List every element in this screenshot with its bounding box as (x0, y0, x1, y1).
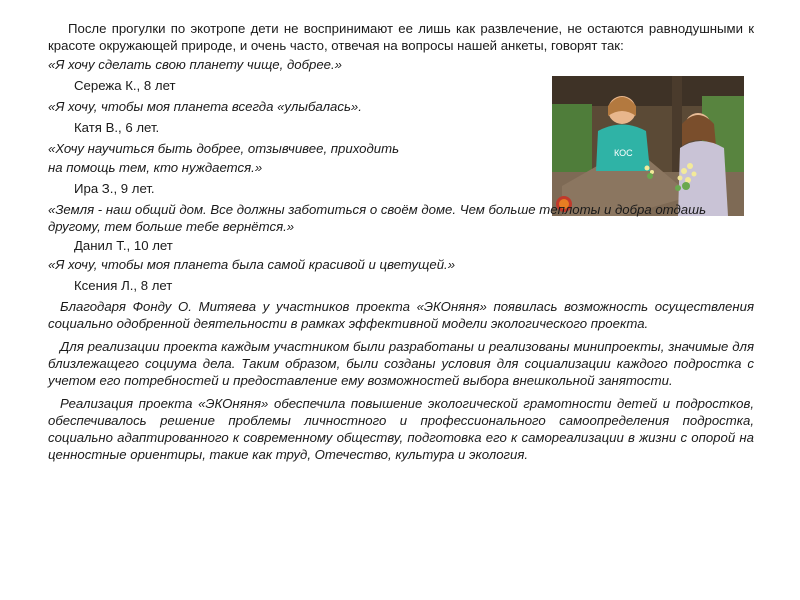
quote-3-continued: на помощь тем, кто нуждается.» (48, 160, 263, 175)
quote-4-author: Данил Т., 10 лет (74, 238, 173, 253)
quote-1-author: Сережа К., 8 лет (74, 78, 176, 93)
shirt-text: КОС (614, 148, 633, 158)
quote-1: «Я хочу сделать свою планету чище, добрее.» (48, 57, 343, 72)
quote-5-author: Ксения Л., 8 лет (74, 278, 173, 293)
quote-2: «Я хочу, чтобы моя планета всегда «улыбалась». (48, 99, 362, 114)
quote-3-author: Ира З., 9 лет. (74, 181, 155, 196)
quote-4: «Земля - наш общий дом. Все должны заботиться о своём доме. Чем больше теплоты и добра отдашь другому, тем больше тебе вернётся.» (48, 202, 707, 234)
quote-3: «Хочу научиться быть добрее, отзывчивее, приходить (48, 141, 400, 156)
intro-paragraph: После прогулки по экотропе дети не воспринимают ее лишь как развлечение, не остаются равнодушными к красоте окружающей природе, и очень часто, отвечая на вопросы нашей анкеты, говорят так: (48, 21, 754, 53)
quote-2-author: Катя В., 6 лет. (74, 120, 160, 135)
paragraph-miniprojects: Для реализации проекта каждым участником были разработаны и реализованы минипроекты, значимые для близлежащего социума дела. Таким образом, были созданы условия для социализации каждого подростка с учетом его потребностей и предоставление ему возможностей выбора внешкольной занятости. (48, 339, 754, 388)
document-page (48, 20, 754, 463)
paragraph-foundation: Благодаря Фонду О. Митяева у участников проекта «ЭКОняня» появилась возможность осуществления социально одобренной деятельности в рамках эффективной модели экологического проекта. (48, 299, 754, 331)
paragraph-results: Реализация проекта «ЭКОняня» обеспечила повышение экологической грамотности детей и подростков, обеспечивалось решение проблемы личностного и профессионального самоопределения подростка, социально адаптированного к современному обществу, подготовка его к самореализации в жизни с опорой на ценностные ориентиры, такие как труд, Отечество, культура и экология. (48, 396, 754, 462)
quote-5: «Я хочу, чтобы моя планета была самой красивой и цветущей.» (48, 257, 456, 272)
